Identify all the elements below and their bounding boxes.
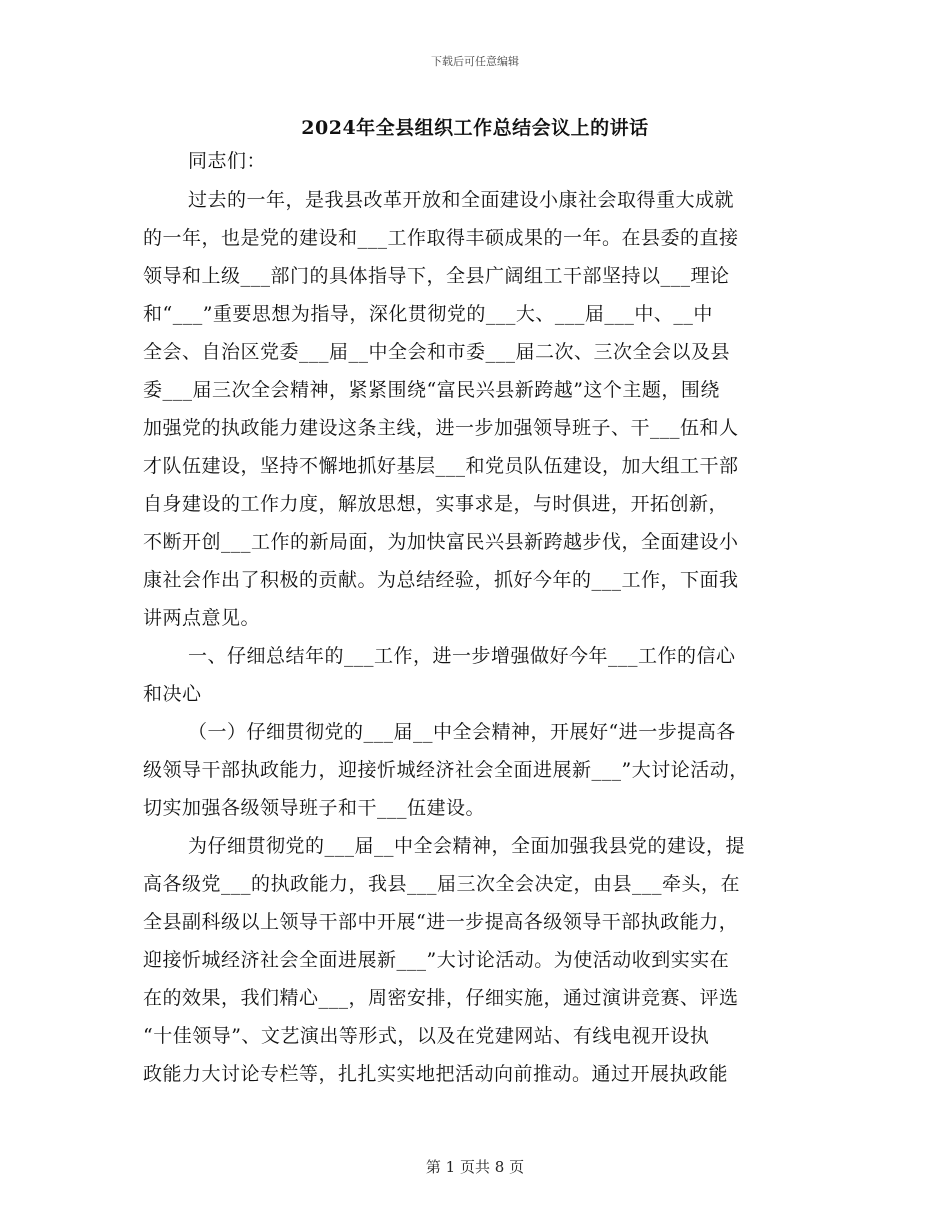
body-line: 同志们： — [188, 150, 267, 172]
body-line: 的一年，也是党的建设和___工作取得丰硕成果的一年。在县委的直接 — [143, 227, 739, 249]
body-line: 自身建设的工作力度，解放思想，实事求是，与时俱进，开拓创新， — [143, 493, 729, 515]
document-title: 2024年全县组织工作总结会议上的讲话 — [301, 117, 649, 139]
body-line: 全会、自治区党委___届__中全会和市委___届二次、三次全会以及县 — [143, 341, 731, 363]
subsection-heading: 切实加强各级领导班子和干___伍建设。 — [143, 797, 486, 819]
body-line: “十佳领导”、文艺演出等形式，以及在党建网站、有线电视开设执 — [143, 1025, 710, 1047]
body-line: 过去的一年，是我县改革开放和全面建设小康社会取得重大成就 — [188, 189, 735, 211]
body-line: 政能力大讨论专栏等，扎扎实实地把活动向前推动。通过开展执政能 — [143, 1063, 729, 1085]
subsection-heading: 级领导干部执政能力，迎接忻城经济社会全面进展新___”大讨论活动， — [143, 759, 749, 781]
body-line: 全县副科级以上领导干部中开展“进一步提高各级领导干部执政能力， — [143, 911, 739, 933]
body-line: 康社会作出了积极的贡献。为总结经验，抓好今年的___工作，下面我 — [143, 569, 739, 591]
body-line: 领导和上级___部门的具体指导下，全县广阔组工干部坚持以___理论 — [143, 265, 730, 287]
body-line: 迎接忻城经济社会全面进展新___”大讨论活动。为使活动收到实实在 — [143, 949, 730, 971]
body-line: 和“___”重要思想为指导，深化贯彻党的___大、___届___中、__中 — [143, 303, 713, 325]
body-line: 为仔细贯彻党的___届__中全会精神，全面加强我县党的建设，提 — [188, 835, 746, 857]
body-line: 委___届三次全会精神，紧紧围绕“富民兴县新跨越”这个主题，围绕 — [143, 379, 720, 401]
body-line: 在的效果，我们精心___，周密安排，仔细实施，通过演讲竞赛、评选 — [143, 987, 739, 1009]
body-line: 才队伍建设，坚持不懈地抓好基层___和党员队伍建设，加大组工干部 — [143, 455, 739, 477]
section-heading: 和决心 — [143, 683, 202, 705]
section-heading: 一、仔细总结年的___工作，进一步增强做好今年___工作的信心 — [188, 645, 736, 667]
page-footer: 第 1 页共 8 页 — [425, 1158, 525, 1176]
body-line: 高各级党___的执政能力，我县___届三次全会决定，由县___牵头，在 — [143, 873, 741, 895]
header-note: 下载后可任意编辑 — [431, 55, 519, 68]
body-line: 不断开创___工作的新局面，为加快富民兴县新跨越步伐，全面建设小 — [143, 531, 739, 553]
subsection-heading: （一）仔细贯彻党的___届__中全会精神，开展好“进一步提高各 — [188, 721, 736, 743]
body-line: 加强党的执政能力建设这条主线，进一步加强领导班子、干___伍和人 — [143, 417, 739, 439]
body-line: 讲两点意见。 — [143, 607, 261, 629]
